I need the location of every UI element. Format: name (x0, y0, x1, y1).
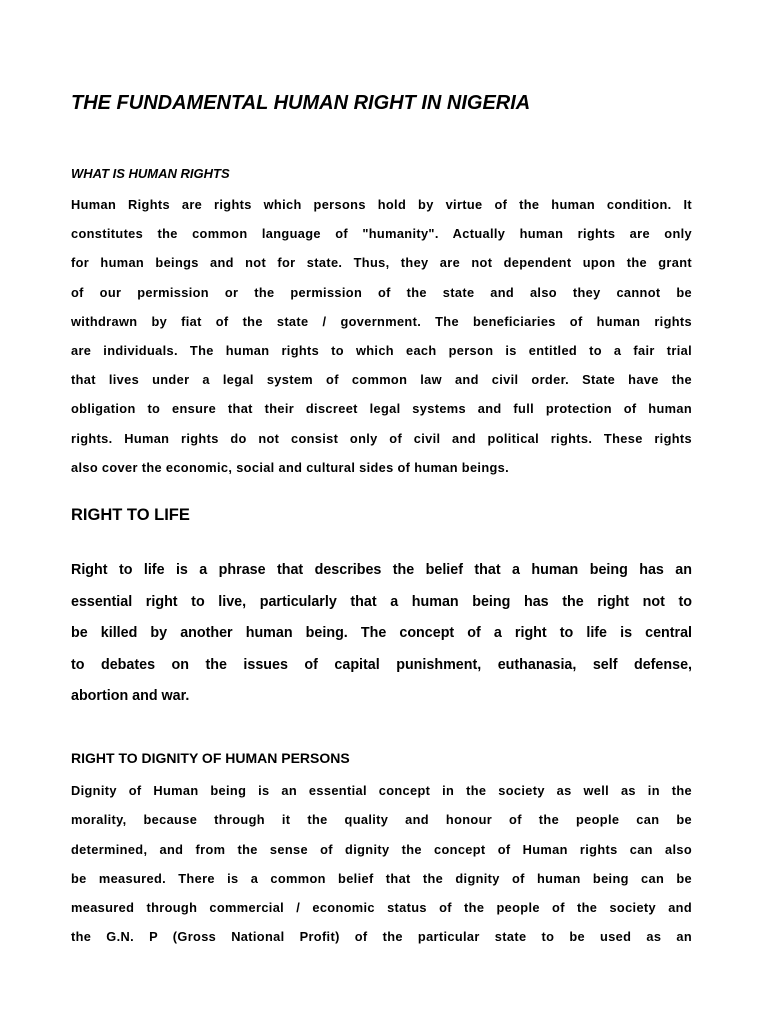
paragraph-line: rights. Human rights do not consist only of civil and political rights. These rights (71, 430, 692, 446)
paragraph-line: morality, because through it the quality and honour of the people can be (71, 812, 692, 828)
paragraph-line: Human Rights are rights which persons hold by virtue of the human condition. It (71, 197, 692, 212)
section-paragraph-what-is-human-rights (71, 195, 692, 487)
paragraph-line: also cover the economic, social and cultural sides of human beings. (71, 459, 510, 475)
paragraph-line: measured through commercial / economic status of the people of the society and (71, 900, 692, 916)
paragraph-line: the G.N. P (Gross National Profit) of the particular state to be used as an (71, 929, 692, 945)
paragraph-line: abortion and war. (71, 688, 190, 705)
section-heading-what-is-human-rights: WHAT IS HUMAN RIGHTS (71, 166, 230, 181)
paragraph-line: of our permission or the permission of the state and also they cannot be (71, 284, 692, 300)
section-heading-right-to-dignity: RIGHT TO DIGNITY OF HUMAN PERSONS (71, 750, 350, 766)
paragraph-line: be killed by another human being. The concept of a right to life is central (71, 625, 692, 642)
paragraph-line: for human beings and not for state. Thus, they are not dependent upon the grant (71, 255, 692, 271)
section-heading-right-to-life: RIGHT TO LIFE (71, 506, 190, 524)
paragraph-line: determined, and from the sense of dignity the concept of Human rights can also (71, 841, 692, 857)
paragraph-line: withdrawn by fiat of the state / government. The beneficiaries of human rights (71, 313, 692, 329)
section-paragraph-right-to-life (71, 559, 692, 717)
paragraph-line: that lives under a legal system of common law and civil order. State have the (71, 372, 692, 388)
section-paragraph-right-to-dignity (71, 781, 692, 957)
paragraph-line: obligation to ensure that their discreet legal systems and full protection of human (71, 401, 692, 417)
paragraph-line: be measured. There is a common belief that the dignity of human being can be (71, 870, 692, 886)
paragraph-line: constitutes the common language of "humanity". Actually human rights are only (71, 226, 692, 242)
paragraph-line: to debates on the issues of capital punishment, euthanasia, self defense, (71, 656, 692, 673)
paragraph-line: essential right to live, particularly that a human being has the right not to (71, 593, 692, 610)
paragraph-line: are individuals. The human rights to which each person is entitled to a fair trial (71, 342, 692, 358)
paragraph-line: Dignity of Human being is an essential concept in the society as well as in the (71, 783, 692, 798)
paragraph-line: Right to life is a phrase that describes the belief that a human being has an (71, 562, 692, 578)
document-title: THE FUNDAMENTAL HUMAN RIGHT IN NIGERIA (71, 92, 531, 114)
